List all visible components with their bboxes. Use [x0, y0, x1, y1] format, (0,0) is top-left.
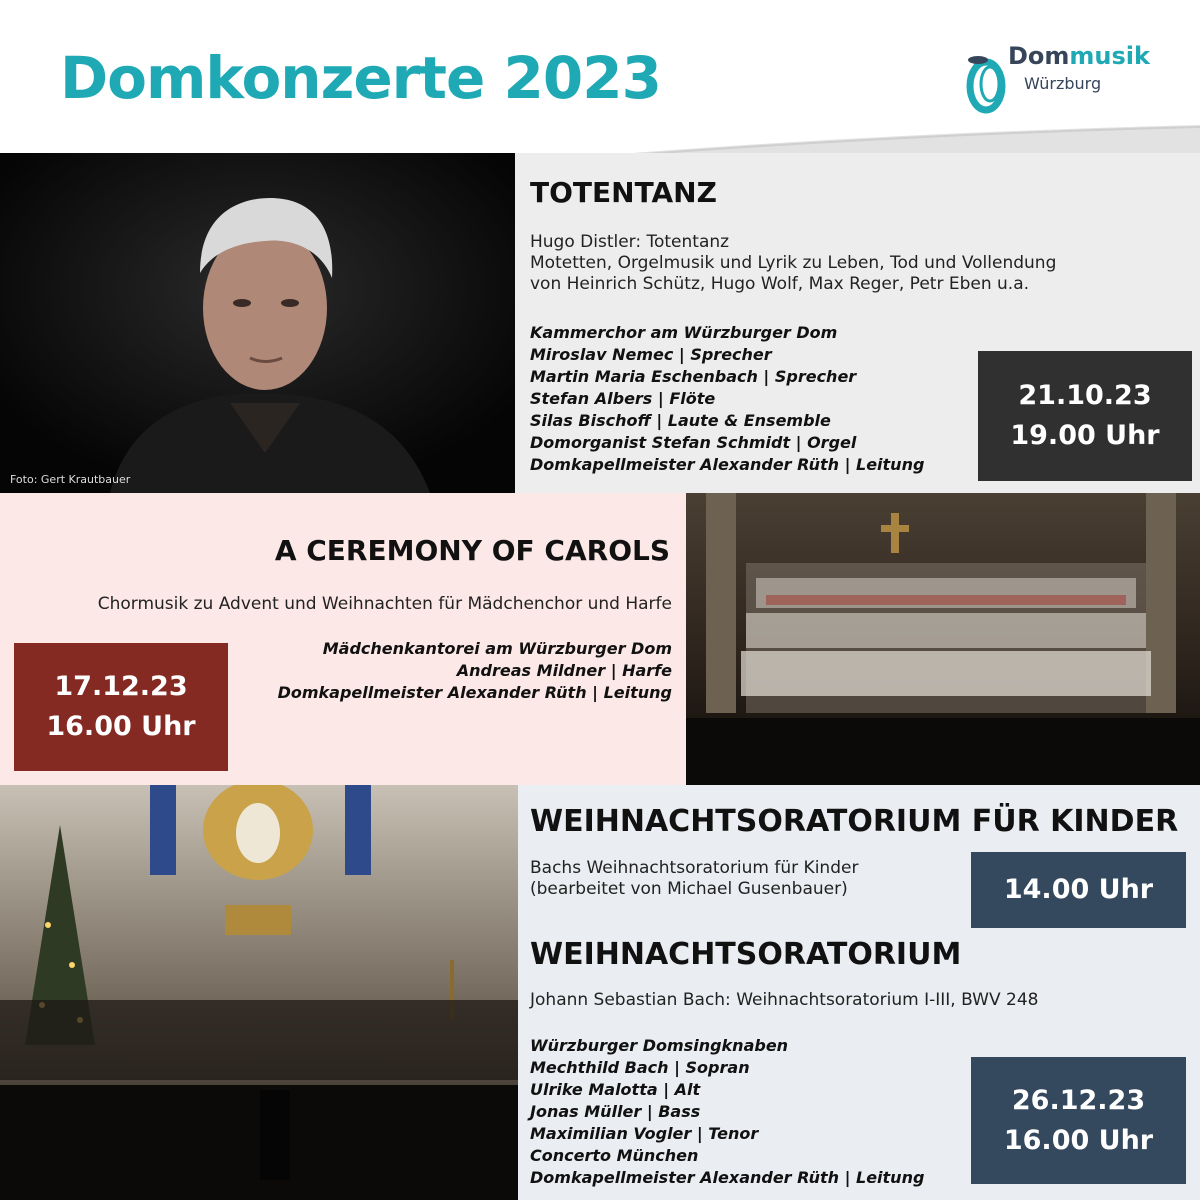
- concert-time: 16.00 Uhr: [1003, 1124, 1154, 1156]
- girls-choir-photo: [686, 493, 1200, 785]
- description-line: Johann Sebastian Bach: Weihnachtsoratorium I-III, BWV 248: [530, 990, 1039, 1010]
- concert-time: 16.00 Uhr: [46, 711, 196, 742]
- kinder-oratorio-title: WEIHNACHTSORATORIUM FÜR KINDER: [530, 804, 1179, 839]
- description-line: von Heinrich Schütz, Hugo Wolf, Max Reger, Petr Eben u.a.: [530, 274, 1030, 294]
- performer: Stefan Albers | Flöte: [530, 389, 716, 408]
- logo-wordmark: Dommusik: [1008, 42, 1150, 70]
- performer: Jonas Müller | Bass: [530, 1102, 701, 1121]
- performer: Mechthild Bach | Sopran: [530, 1058, 750, 1077]
- speaker-portrait: [0, 153, 515, 493]
- carols-title: A CEREMONY OF CAROLS: [274, 534, 670, 567]
- dommusik-logo: [966, 40, 1150, 120]
- performer: Würzburger Domsingknaben: [530, 1036, 789, 1055]
- description-line: Bachs Weihnachtsoratorium für Kinder: [530, 858, 859, 878]
- choir-image: [686, 493, 1200, 785]
- performer: Martin Maria Eschenbach | Sprecher: [530, 367, 857, 386]
- concert-time: 14.00 Uhr: [1003, 874, 1154, 905]
- performer: Mädchenkantorei am Würzburger Dom: [322, 639, 672, 658]
- performer: Maximilian Vogler | Tenor: [530, 1124, 759, 1143]
- totentanz-description: [530, 232, 1056, 295]
- concert-date: 17.12.23: [54, 671, 188, 702]
- performer: Miroslav Nemec | Sprecher: [530, 345, 772, 364]
- totentanz-title: TOTENTANZ: [530, 176, 717, 209]
- concert-time: 19.00 Uhr: [1010, 420, 1160, 451]
- oratorio-title: WEIHNACHTSORATORIUM: [530, 937, 962, 972]
- totentanz-date-box: [978, 351, 1192, 481]
- portrait-image: [0, 153, 515, 493]
- performer: Domkapellmeister Alexander Rüth | Leitung: [530, 1168, 925, 1187]
- performer: Concerto München: [530, 1146, 699, 1165]
- performer: Kammerchor am Würzburger Dom: [530, 323, 838, 342]
- logo-mark-icon: [966, 54, 1010, 114]
- oratorio-image: [0, 785, 518, 1200]
- performer: Domkapellmeister Alexander Rüth | Leitung: [277, 683, 672, 702]
- carols-performers: [278, 638, 672, 704]
- photo-credit: Foto: Gert Krautbauer: [10, 473, 131, 486]
- kinder-oratorio-time-box: [971, 852, 1186, 928]
- oratorio-performers: [530, 1035, 924, 1189]
- concert-date: 21.10.23: [1018, 380, 1152, 411]
- performer: Silas Bischoff | Laute & Ensemble: [530, 411, 831, 430]
- performer: Domkapellmeister Alexander Rüth | Leitung: [530, 455, 925, 474]
- totentanz-performers: [530, 322, 924, 476]
- logo-subtitle: Würzburg: [1024, 74, 1102, 93]
- performer: Ulrike Malotta | Alt: [530, 1080, 701, 1099]
- oratorio-date-box: [971, 1057, 1186, 1184]
- page-title: Domkonzerte 2023: [60, 44, 661, 112]
- kinder-oratorio-description: [530, 858, 858, 900]
- performer: Andreas Mildner | Harfe: [456, 661, 672, 680]
- description-line: (bearbeitet von Michael Gusenbauer): [530, 879, 848, 899]
- description-line: Chormusik zu Advent und Weihnachten für Mädchenchor und Harfe: [97, 594, 672, 614]
- concert-date: 26.12.23: [1011, 1084, 1146, 1116]
- description-line: Hugo Distler: Totentanz: [530, 232, 730, 252]
- boys-choir-photo: [0, 785, 518, 1200]
- performer: Domorganist Stefan Schmidt | Orgel: [530, 433, 857, 452]
- carols-date-box: [14, 643, 228, 771]
- carols-description: [98, 594, 672, 615]
- description-line: Motetten, Orgelmusik und Lyrik zu Leben, Tod und Vollendung: [530, 253, 1057, 273]
- oratorio-description: [530, 990, 1038, 1011]
